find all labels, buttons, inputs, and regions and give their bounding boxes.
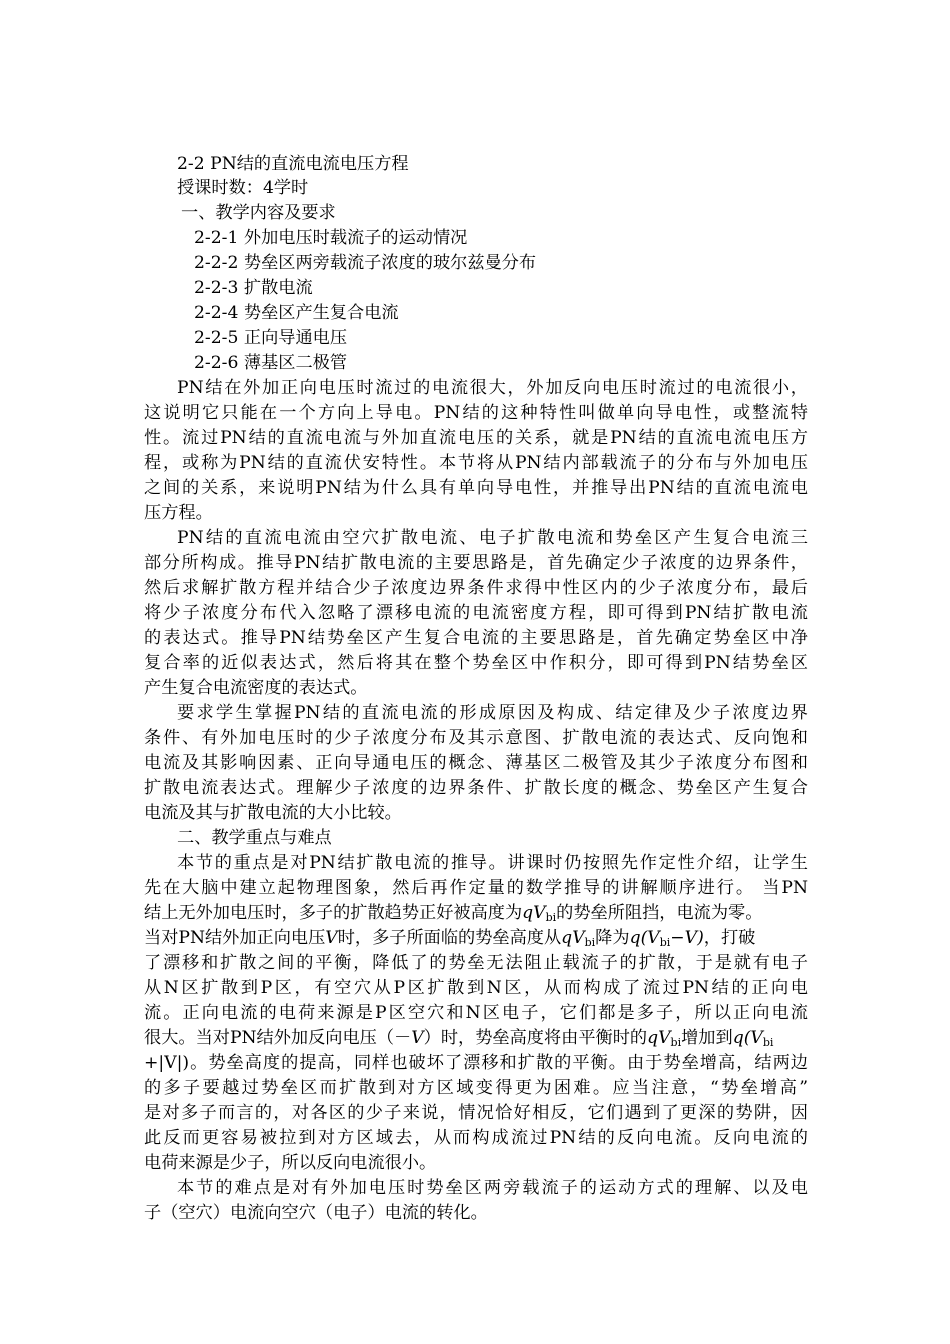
paragraph-line: 复合率的近似表达式，然后将其在整个势垒区中作积分，即可得到PN结势垒区 bbox=[144, 653, 808, 673]
symbol-V: V bbox=[325, 928, 338, 948]
symbol-V-open: (V bbox=[743, 1028, 763, 1048]
toc-item: 2-2-5 正向导通电压 bbox=[194, 328, 348, 348]
subscript-bi: bi bbox=[545, 911, 557, 924]
toc-item: 2-2-1 外加电压时载流子的运动情况 bbox=[194, 228, 468, 248]
paragraph-line: 电流及其影响因素、正向导通电压的概念、薄基区二极管及其少子浓度分布图和 bbox=[144, 753, 808, 773]
section-heading-1: 一、教学内容及要求 bbox=[181, 203, 336, 223]
paragraph-line: 子（空穴）电流向空穴（电子）电流的转化。 bbox=[144, 1203, 488, 1223]
paragraph-line: +|V|)。势垒高度的提高，同样也破坏了漂移和扩散的平衡。由于势垒增高，结两边 bbox=[144, 1053, 808, 1073]
symbol-V: V bbox=[533, 903, 546, 923]
text-run: 降为 bbox=[595, 928, 630, 948]
symbol-q: q bbox=[522, 903, 534, 923]
symbol-minus-V: −V) bbox=[670, 928, 704, 948]
symbol-q: q bbox=[647, 1028, 659, 1048]
paragraph-line: 流。正向电流的电荷来源是P区空穴和N区电子，它们都是多子，所以正向电流 bbox=[144, 1003, 808, 1023]
subscript-bi: bi bbox=[659, 936, 671, 949]
subscript-bi: bi bbox=[584, 936, 596, 949]
paragraph-line: 之间的关系，来说明PN结为什么具有单向导电性，并推导出PN结的直流电流电 bbox=[144, 478, 808, 498]
paragraph-line: 的表达式。推导PN结势垒区产生复合电流的主要思路是，首先确定势垒区中净 bbox=[144, 628, 808, 648]
paragraph-line bbox=[144, 901, 762, 925]
paragraph-line: 程，或称为PN结的直流伏安特性。本节将从PN结内部载流子的分布与外加电压 bbox=[144, 453, 808, 473]
paragraph-line: PN结在外加正向电压时流过的电流很大，外加反向电压时流过的电流很小， bbox=[177, 378, 808, 398]
paragraph-line: 先在大脑中建立起物理图象，然后再作定量的数学推导的讲解顺序进行。 当PN bbox=[144, 878, 808, 898]
text-run: ）时，势垒高度将由平衡时的 bbox=[423, 1028, 648, 1048]
paragraph-line: 本节的难点是对有外加电压时势垒区两旁载流子的运动方式的理解、以及电 bbox=[177, 1178, 808, 1198]
paragraph-line: 产生复合电流密度的表达式。 bbox=[144, 678, 368, 698]
toc-item: 2-2-4 势垒区产生复合电流 bbox=[194, 303, 399, 323]
symbol-q-open: q(V bbox=[629, 928, 660, 948]
symbol-V: V bbox=[572, 928, 585, 948]
paragraph-line: 然后求解扩散方程并结合少子浓度边界条件求得中性区内的少子浓度分布，最后 bbox=[144, 578, 808, 598]
symbol-V: V bbox=[658, 1028, 671, 1048]
paragraph-line bbox=[144, 926, 755, 950]
class-hours: 授课时数：4学时 bbox=[177, 178, 309, 198]
text-run: 增加到 bbox=[681, 1028, 733, 1048]
text-run: 时，多子所面临的势垒高度从 bbox=[337, 928, 562, 948]
paragraph-line: 条件、有外加电压时的少子浓度分布及其示意图、扩散电流的表达式、反向饱和 bbox=[144, 728, 808, 748]
symbol-q: q bbox=[732, 1028, 744, 1048]
paragraph-line: 从N区扩散到P区，有空穴从P区扩散到N区，从而构成了流过PN结的正向电 bbox=[144, 978, 808, 998]
paragraph-line: 电荷来源是少子，所以反向电流很小。 bbox=[144, 1153, 437, 1173]
text-run: ，打破 bbox=[703, 928, 756, 948]
text-run: 结上无外加电压时，多子的扩散趋势正好被高度为 bbox=[144, 903, 523, 923]
paragraph-line: 电流及其与扩散电流的大小比较。 bbox=[144, 803, 402, 823]
paragraph-line: 要求学生掌握PN结的直流电流的形成原因及构成、结定律及少子浓度边界 bbox=[177, 703, 808, 723]
paragraph-line: 的多子要越过势垒区而扩散到对方区域变得更为困难。应当注意，“势垒增高” bbox=[144, 1078, 808, 1098]
symbol-V: V bbox=[411, 1028, 424, 1048]
text-run: 的势垒所阻挡，电流为零。 bbox=[556, 903, 763, 923]
paragraph-line: 压方程。 bbox=[144, 503, 213, 523]
section-heading-2: 二、教学重点与难点 bbox=[177, 828, 332, 848]
subscript-bi: bi bbox=[762, 1036, 774, 1049]
paragraph-line: 这说明它只能在一个方向上导电。PN结的这种特性叫做单向导电性，或整流特 bbox=[144, 403, 808, 423]
paragraph-line: 性。流过PN结的直流电流与外加直流电压的关系，就是PN结的直流电流电压方 bbox=[144, 428, 808, 448]
section-title: 2-2 PN结的直流电流电压方程 bbox=[177, 154, 409, 174]
paragraph-line bbox=[144, 1026, 773, 1050]
paragraph-line: 是对多子而言的，对各区的少子来说，情况恰好相反，它们遇到了更深的势阱，因 bbox=[144, 1103, 808, 1123]
subscript-bi: bi bbox=[670, 1036, 682, 1049]
paragraph-line: 将少子浓度分布代入忽略了漂移电流的电流密度方程，即可得到PN结扩散电流 bbox=[144, 603, 808, 623]
paragraph-line: 部分所构成。推导PN结扩散电流的主要思路是，首先确定少子浓度的边界条件， bbox=[144, 553, 808, 573]
text-run: 当对PN结外加正向电压 bbox=[144, 928, 326, 948]
symbol-q: q bbox=[561, 928, 573, 948]
paragraph-line: 本节的重点是对PN结扩散电流的推导。讲课时仍按照先作定性介绍，让学生 bbox=[177, 853, 808, 873]
toc-item: 2-2-3 扩散电流 bbox=[194, 278, 313, 298]
toc-item: 2-2-2 势垒区两旁载流子浓度的玻尔兹曼分布 bbox=[194, 253, 537, 273]
paragraph-line: 此反而更容易被拉到对方区域去，从而构成流过PN结的反向电流。反向电流的 bbox=[144, 1128, 808, 1148]
paragraph-line: 扩散电流表达式。理解少子浓度的边界条件、扩散长度的概念、势垒区产生复合 bbox=[144, 778, 808, 798]
paragraph-line: PN结的直流电流由空穴扩散电流、电子扩散电流和势垒区产生复合电流三 bbox=[177, 528, 808, 548]
toc-item: 2-2-6 薄基区二极管 bbox=[194, 353, 348, 373]
text-run: 很大。当对PN结外加反向电压（－ bbox=[144, 1028, 412, 1048]
paragraph-line: 了漂移和扩散之间的平衡，降低了的势垒无法阻止载流子的扩散，于是就有电子 bbox=[144, 953, 808, 973]
